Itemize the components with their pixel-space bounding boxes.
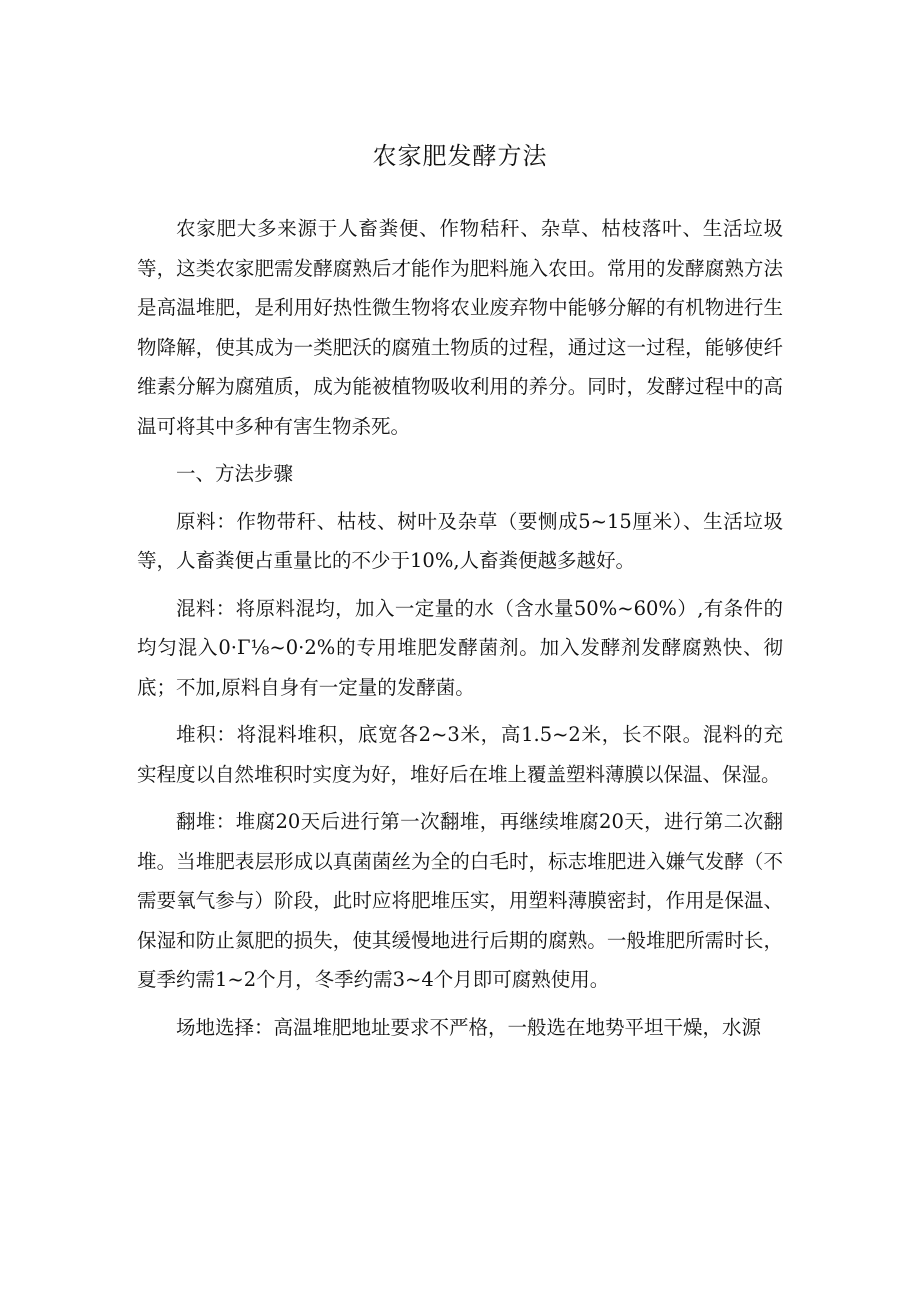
paragraph-mixing: 混料：将原料混均，加入一定量的水（含水量50%~60%）,有条件的均匀混入0·Γ⅛~0·2%的专用堆肥发酵菌剂。加入发酵剂发酵腐熟快、彻底；不加,原料自身有一定量的发酵菌。: [137, 596, 783, 699]
document-body: [137, 209, 783, 1055]
paragraph-turning: 翻堆：堆腐20天后进行第一次翻堆，再继续堆腐20天，进行第二次翻堆。当堆肥表层形成以真菌菌丝为全的白毛时，标志堆肥进入嫌气发酵（不需要氧气参与）阶段，此时应将肥堆压实，用塑料薄膜密封，作用是保温、保湿和防止氮肥的损失，使其缓慢地进行后期的腐熟。一般堆肥所需时长，夏季约需1~2个月，冬季约需3~4个月即可腐熟使用。: [137, 810, 783, 991]
document-title: 农家肥发酵方法: [372, 142, 548, 170]
paragraph-raw-materials: 原料：作物带秆、枯枝、树叶及杂草（要恻成5~15厘米）、生活垃圾等，人畜粪便占重量比的不少于10%,人畜粪便越多越好。: [137, 509, 783, 572]
paragraph-intro: 农家肥大多来源于人畜粪便、作物秸秆、杂草、枯枝落叶、生活垃圾等，这类农家肥需发酵腐熟后才能作为肥料施入农田。常用的发酵腐熟方法是高温堆肥，是利用好热性微生物将农业废弃物中能够分解的有机物进行生物降解，使其成为一类肥沃的腐殖土物质的过程，通过这一过程，能够使纤维素分解为腐殖质，成为能被植物吸收利用的养分。同时，发酵过程中的高温可将其中多种有害生物杀死。: [137, 217, 783, 438]
section-heading-method-steps: 一、方法步骤: [176, 462, 294, 485]
paragraph-stacking: 堆积：将混料堆积，底宽各2~3米，高1.5~2米，长不限。混料的充实程度以自然堆积时实度为好，堆好后在堆上覆盖塑料薄膜以保温、保湿。: [137, 723, 783, 786]
paragraph-site-selection: 场地选择：高温堆肥地址要求不严格，一般选在地势平坦干燥，水源: [176, 1015, 762, 1039]
